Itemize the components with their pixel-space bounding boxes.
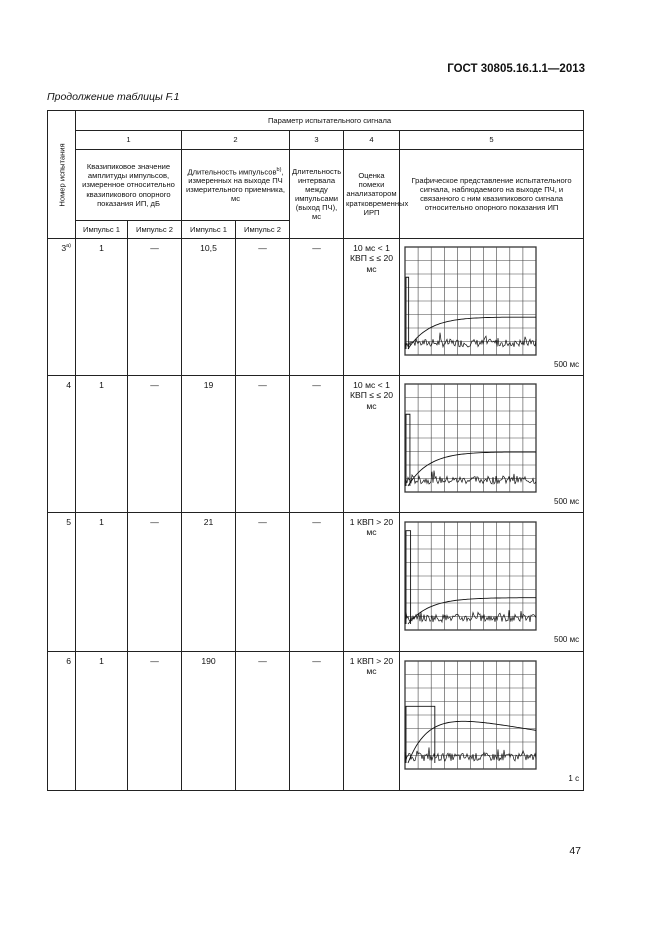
dur-pulse1: 190 (182, 652, 236, 791)
interval: — (290, 513, 344, 652)
amp-pulse1: 1 (76, 513, 128, 652)
amp-pulse2: — (128, 239, 182, 376)
dur-pulse2: — (236, 652, 290, 791)
row-number-value: 3 (61, 243, 67, 253)
time-scale-label: 500 мс (554, 635, 580, 645)
oscillogram (402, 519, 539, 633)
row-number: 5 (48, 513, 76, 652)
col-number-1: 1 (76, 131, 182, 150)
col-number-5: 5 (400, 131, 584, 150)
oscillogram-cell (400, 513, 584, 652)
amp-pulse2: — (128, 652, 182, 791)
amp-pulse1: 1 (76, 652, 128, 791)
col-header-duration-post: , измеренных на выходе ПЧ измерительного приемника, мс (185, 167, 285, 204)
oscillogram-grid (405, 247, 536, 355)
oscillogram-grid (405, 661, 536, 769)
oscillogram-cell (400, 376, 584, 513)
group-header: Параметр испытательного сигнала (76, 111, 584, 131)
amp-pulse2: — (128, 376, 182, 513)
sub-header-amp-pulse1: Импульс 1 (76, 221, 128, 239)
col-header-duration-pre: Длительность импульсов (187, 167, 277, 177)
oscillogram-cell (400, 652, 584, 791)
time-scale-label: 500 мс (554, 360, 580, 370)
dur-pulse2: — (236, 239, 290, 376)
table-row (48, 652, 584, 791)
interval: — (290, 652, 344, 791)
oscillogram (402, 658, 539, 772)
quasi-peak-curve (408, 598, 536, 624)
dur-pulse1: 21 (182, 513, 236, 652)
row-number: 4 (48, 376, 76, 513)
table-caption: Продолжение таблицы F.1 (47, 91, 180, 103)
col-header-amplitude: Квазипиковое значение амплитуды импульсов, измеренное относительно квазипикового опорного показания ИП, дБ (76, 150, 182, 221)
footnote-a-marker: a) (66, 243, 71, 250)
page-number: 47 (569, 845, 581, 857)
dur-pulse1: 19 (182, 376, 236, 513)
assessment: 1 КВП > 20 мс (344, 652, 400, 791)
assessment: 10 мс < 1 КВП ≤ ≤ 20 мс (344, 239, 400, 376)
sub-header-dur-pulse2: Импульс 2 (236, 221, 290, 239)
row-number-header-text: Номер испытания (56, 142, 66, 207)
oscillogram-cell (400, 239, 584, 376)
pulse-trace (406, 277, 409, 349)
row-number (48, 239, 76, 376)
pulse-trace (406, 531, 411, 624)
time-scale-label: 500 мс (554, 497, 580, 507)
parameters-table (47, 110, 584, 791)
dur-pulse2: — (236, 513, 290, 652)
col-header-graph: Графическое представление испытательного сигнала, наблюдаемого на выходе ПЧ, и связанного с ним квазипикового сигнала относительно опорного показания ИП (400, 150, 584, 239)
quasi-peak-curve (408, 317, 536, 349)
document-code: ГОСТ 30805.16.1.1—2013 (447, 63, 585, 75)
oscillogram (402, 244, 539, 358)
col-number-4: 4 (344, 131, 400, 150)
dur-pulse2: — (236, 376, 290, 513)
quasi-peak-curve (408, 452, 536, 486)
dur-pulse1: 10,5 (182, 239, 236, 376)
col-header-interval: Длительность интервала между импульсами (выход ПЧ), мс (290, 150, 344, 239)
col-header-assessment: Оценка помехи анализатором кратковременных ИРП (344, 150, 400, 239)
col-header-duration (182, 150, 290, 221)
oscillogram-grid (405, 384, 536, 492)
amp-pulse1: 1 (76, 239, 128, 376)
table-row (48, 239, 584, 376)
oscillogram (402, 381, 539, 495)
row-number: 6 (48, 652, 76, 791)
pulse-trace (406, 414, 410, 486)
interval: — (290, 239, 344, 376)
assessment: 1 КВП > 20 мс (344, 513, 400, 652)
amp-pulse1: 1 (76, 376, 128, 513)
sub-header-dur-pulse1: Импульс 1 (182, 221, 236, 239)
interval: — (290, 376, 344, 513)
table-row (48, 376, 584, 513)
row-number-header (48, 111, 76, 239)
table-row (48, 513, 584, 652)
assessment: 10 мс < 1 КВП ≤ ≤ 20 мс (344, 376, 400, 513)
footnote-b-marker: b) (276, 166, 282, 173)
time-scale-label: 1 с (568, 774, 580, 784)
amp-pulse2: — (128, 513, 182, 652)
col-number-2: 2 (182, 131, 290, 150)
col-number-3: 3 (290, 131, 344, 150)
sub-header-amp-pulse2: Импульс 2 (128, 221, 182, 239)
oscillogram-grid (405, 522, 536, 630)
